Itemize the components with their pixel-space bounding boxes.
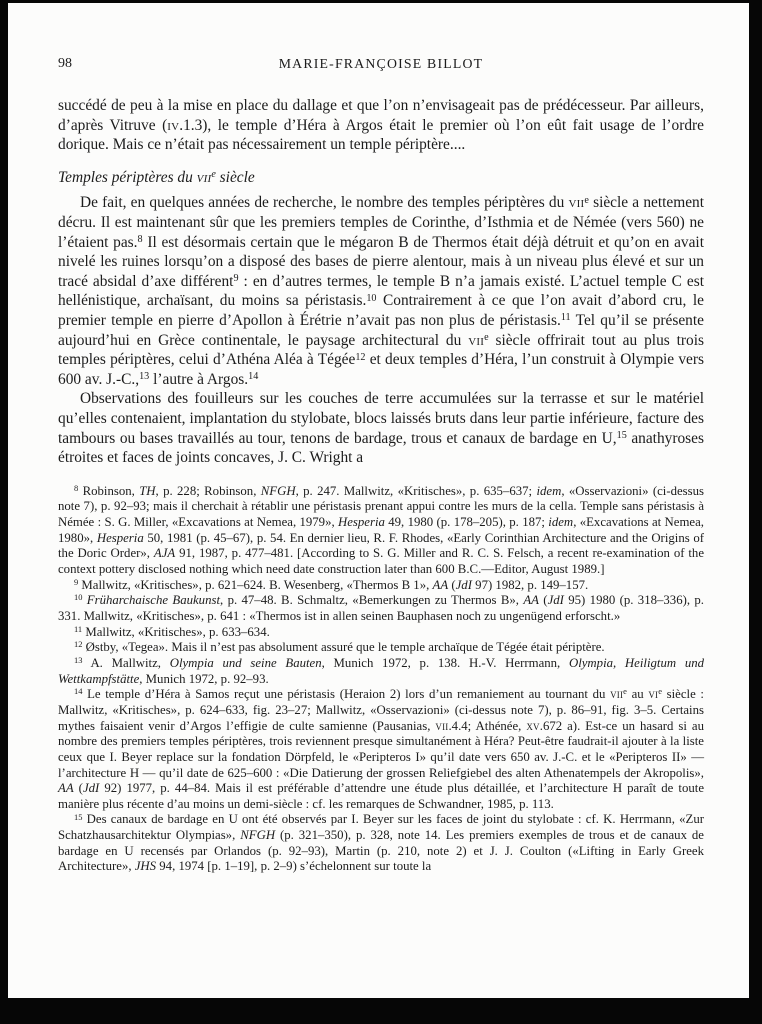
paragraph-1: De fait, en quelques années de recherche, le nombre des temples périptères du vii$^e$ siècle a nettement décru. Il est maintenant sûr que les premiers temples de Corinthe, d’Isthmia et de Némée (vers 560) ne l’étaient pas.$^8$ Il est désormais certain que le mégaron B de Thermos était déjà détruit et qu’on en avait nivelé les ruines lorsqu’on a disposé des bases de pierre alentour, mais à un niveau plus élevé et sur un tracé absidal d’axe différent$^9$ : en d’autres termes, le temple B n’a jamais existé. L’actuel temple C est hellénistique, archaïsant, du moins sa péristasis.$^{10}$ Contrairement à ce que l’on avait d’abord cru, le premier temple en pierre d’Apollon à Érétrie n’avait pas non plus de péristasis.$^{11}$ Tel qu’il se présente aujourd’hui en Grèce continentale, le paysage architectural du vii$^e$ siècle offrirait tout au plus trois temples périptères, celui d’Athéna Aléa à Tégée$^{12}$ et deux temples d’Héra, l’un construit à Olympie vers 600 av. J.-C.,$^{13}$ l’autre à Argos.$^{14}$: [58, 194, 705, 388]
scan-edge-right: [749, 0, 762, 1024]
scan-edge-bottom: [0, 998, 762, 1024]
footnote-8: $^8$ Robinson, TH, p. 228; Robinson, NFGH, p. 247. Mallwitz, «Kritisches», p. 635–637; idem, «Osservazioni» (ci-dessus note 7), p. 92–93; mais il cherchait à rétablir une péristasis prenant appui contre les murs de la cella. Temple sans péristasis à Némée : S. G. Miller, «Excavations at Nemea, 1979», Hesperia 49, 1980 (p. 178–205), p. 187; idem, «Excavations at Nemea, 1980», Hesperia 50, 1981 (p. 45–67), p. 54. En dernier lieu, R. F. Rhodes, «Early Corinthian Architecture and the Origins of the Doric Order», AJA 91, 1987, p. 477–481. [According to S. G. Miller and R. C. S. Felsch, a recent re-examination of the context pottery disclosed nothing which need date construction later than 600 B.C.—Editor, August 1989.]: [58, 482, 705, 576]
scan-edge-top: [0, 0, 762, 3]
footnote-15: $^{15}$ Des canaux de bardage en U ont été observés par I. Beyer sur les faces de joint du stylobate : cf. K. Herrmann, «Zur Schatzhausarchitektur Olympias», NFGH (p. 321–350), p. 328, note 14. Les premiers exemples de trous et de canaux de bardage en U recensés par Orlandos (p. 92–93), Martin (p. 210, note 2) et J. J. Coulton («Lifting in Early Greek Architecture», JHS 94, 1974 [p. 1–19], p. 2–9) s’échelonnent sur toute la: [58, 811, 704, 874]
running-head: MARIE-FRANÇOISE BILLOT: [278, 56, 484, 71]
footnote-11: $^{11}$ Mallwitz, «Kritisches», p. 633–634.: [74, 623, 270, 639]
page-number: 98: [58, 56, 72, 71]
footnote-10: $^{10}$ Früharchaische Baukunst, p. 47–48. B. Schmaltz, «Bemerkungen zu Thermos B», AA (JdI 95) 1980 (p. 318–336), p. 331. Mallwitz, «Kritisches», p. 641 : «Thermos ist in allen seinen Bauphasen noch zu ungenügend erforscht.»: [58, 592, 704, 623]
footnotes-block: [58, 484, 704, 875]
scan-edge-left: [0, 0, 8, 1024]
footnote-12: $^{12}$ Østby, «Tegea». Mais il n’est pas absolument assuré que le temple archaïque de Tégée était périptère.: [74, 639, 605, 655]
paragraph-2: Observations des fouilleurs sur les couches de terre accumulées sur la terrasse et sur le matériel qu’elles contenaient, implantation du stylobate, blocs laissés bruts dans leur partie inférieure, facture des tambours ou bases travaillés au tour, tenons de bardage, trous et canaux de bardage en U,$^{15}$ anathyroses étroites et faces de joints concaves, J. C. Wright a: [58, 390, 704, 467]
paragraph-opening: succédé de peu à la mise en place du dallage et que l’on n’envisageait pas de prédécesseur. Par ailleurs, d’après Vitruve (iv.1.3), le temple d’Héra à Argos était le premier où l’on eût fait usage de l’ordre dorique. Mais ce n’était pas nécessairement un temple périptère....: [58, 97, 704, 154]
page-content: [58, 56, 704, 875]
body-text: [58, 96, 704, 468]
footnote-14: $^{14}$ Le temple d’Héra à Samos reçut une péristasis (Heraion 2) lors d’un remaniement au tournant du vii$^e$ au $vi^e$ siècle : Mallwitz, «Kritisches», p. 624–633, fig. 23–27; Mallwitz, «Osservazioni» (ci-dessus note 7), p. 86–91, fig. 3–5. Certains mythes faisaient venir d’Argos l’effigie de culte samienne (Pausanias, vii.4.4; Athénée, xv.672 a). Est-ce un hasard si au nombre des premiers temples périptères, trois reviennent presque simultanément à Héra? Peut-être faudrait-il ajouter à la liste ceux que I. Beyer replace sur la fondation Dörpfeld, le «Peripteros I» qu’il date vers 650 av. J.-C. et le «Peripteros II» — l’architecture H — qu’il date de 625–600 : «Die Datierung der grossen Reliefgiebel des alten Athenatempels der Akropolis», AA (JdI 92) 1977, p. 44–84. Mais il est préférable d’attendre une étude plus détaillée, et l’architecture H paraît de toute manière plus récente d’au moins un demi-siècle : cf. les remarques de Schwandner, 1985, p. 113.: [58, 686, 704, 811]
section-heading: Temples périptères du vii$^e$ siècle: [58, 168, 255, 186]
page-header: [58, 56, 704, 72]
footnote-13: $^{13}$ A. Mallwitz, Olympia und seine Bauten, Munich 1972, p. 138. H.-V. Herrmann, Olympia, Heiligtum und Wettkampfstätte, Munich 1972, p. 92–93.: [58, 655, 705, 686]
footnote-9: $^9$ Mallwitz, «Kritisches», p. 621–624. B. Wesenberg, «Thermos B 1», AA (JdI 97) 1982, p. 149–157.: [74, 576, 589, 592]
